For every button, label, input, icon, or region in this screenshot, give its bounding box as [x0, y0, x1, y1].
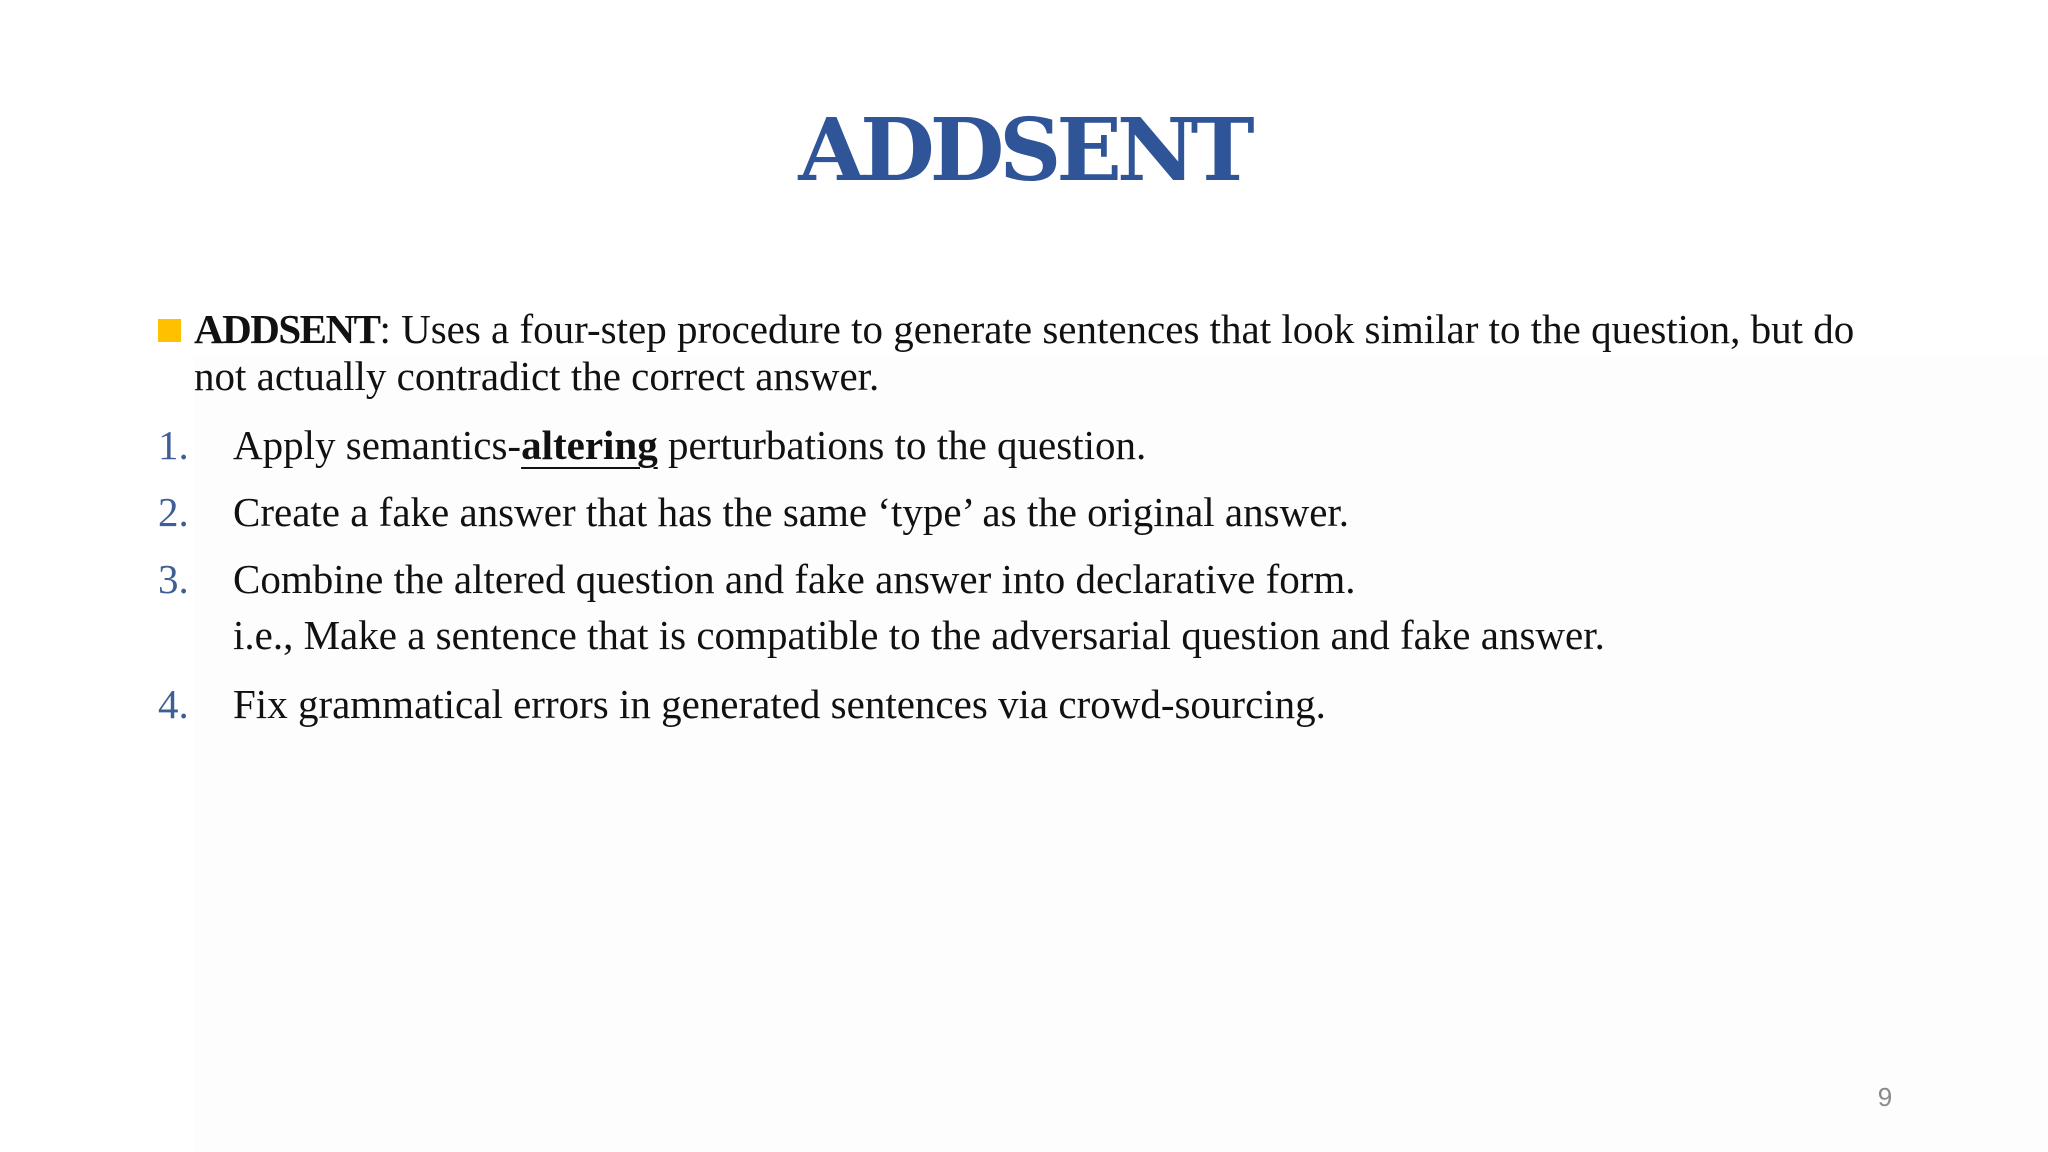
step-number: 4. — [158, 681, 189, 727]
step-number: 3. — [158, 556, 189, 602]
slide-title: ADDSENT — [798, 100, 1250, 201]
intro-text — [194, 306, 1898, 400]
step-text — [233, 422, 1146, 469]
intro-paragraph — [158, 306, 1898, 400]
content-panel — [194, 356, 2048, 1152]
step-emphasis: altering — [521, 422, 658, 468]
page-number: 9 — [1877, 1082, 1893, 1112]
step-text-before: Apply semantics- — [233, 422, 522, 468]
step-number: 1. — [158, 422, 189, 468]
step-text-after: perturbations to the question. — [657, 422, 1147, 468]
step-text: Fix grammatical errors in generated sentences via crowd-sourcing. — [233, 681, 1326, 727]
step-text: Combine the altered question and fake answer into declarative form. — [233, 556, 1356, 602]
intro-description: Uses a four-step procedure to generate sentences that look similar to the question, but do not actually contradict the correct answer. — [194, 306, 1855, 399]
intro-term: ADDSENT — [194, 306, 380, 352]
step-3-subtext: i.e., Make a sentence that is compatible to the adversarial question and fake answer. — [233, 612, 1605, 658]
step-number: 2. — [158, 489, 189, 535]
square-bullet-icon — [158, 319, 181, 342]
intro-separator: : — [379, 306, 391, 352]
step-text: Create a fake answer that has the same ‘type’ as the original answer. — [233, 489, 1350, 535]
